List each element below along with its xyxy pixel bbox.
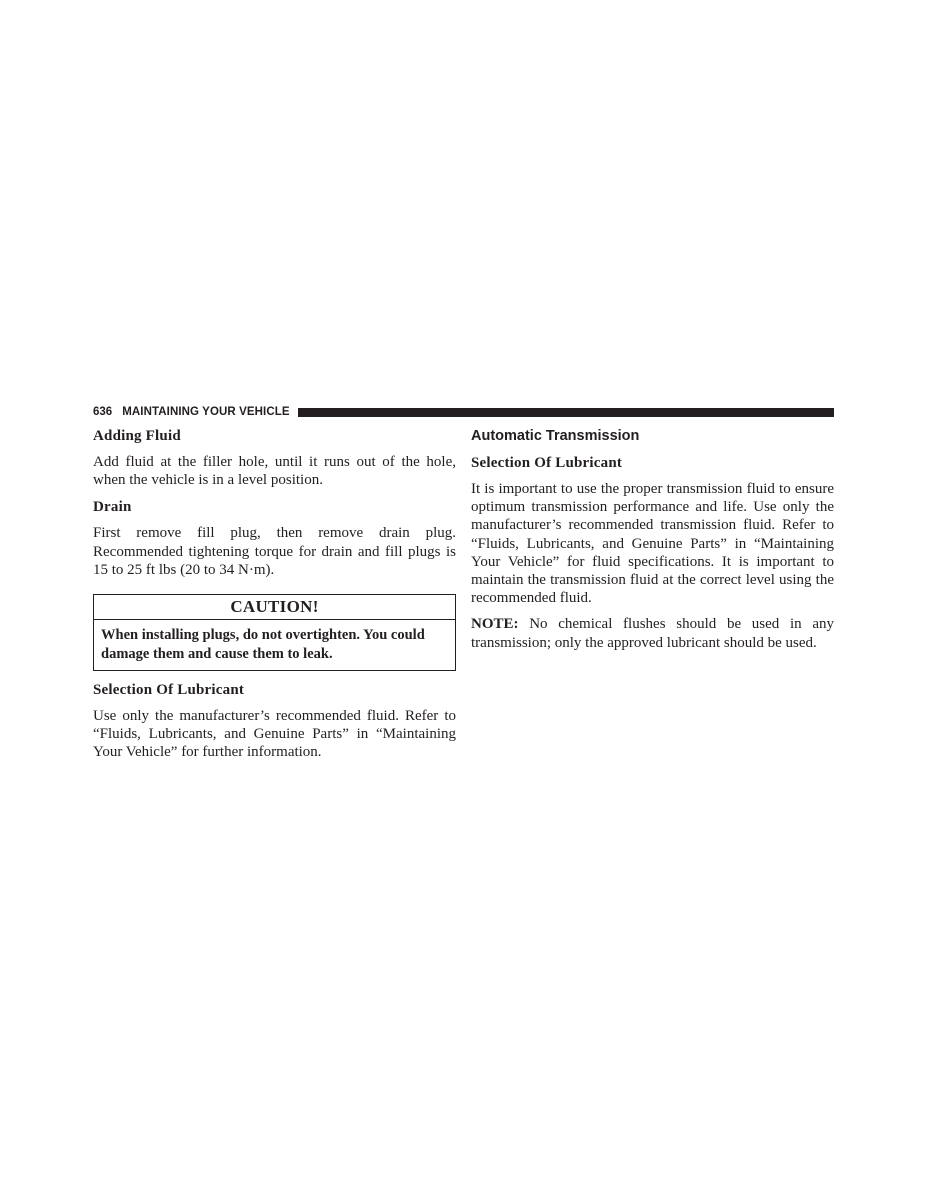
page-number: 636: [93, 406, 113, 418]
note-text: No chemical flushes should be used in any transmission; only the approved lubricant should be used.: [471, 616, 834, 651]
lubricant-text-left: Use only the manufacturer’s recommended fluid. Refer to “Fluids, Lubricants, and Genuine Parts” in “Maintaining Your Vehicle” for further information.: [93, 708, 456, 761]
caution-box: [93, 594, 456, 671]
caution-title: CAUTION!: [94, 595, 455, 620]
drain-text: First remove fill plug, then remove drain plug. Recommended tightening torque for drain and fill plugs is 15 to 25 ft lbs (20 to 34 N·m).: [93, 525, 456, 578]
caution-text: When installing plugs, do not overtighten. You could damage them and cause them to leak.: [101, 627, 425, 662]
right-column: [471, 426, 834, 660]
adding-fluid-heading: Adding Fluid: [93, 428, 181, 444]
lubricant-heading-right: Selection Of Lubricant: [471, 455, 623, 471]
section-title: MAINTAINING YOUR VEHICLE: [122, 406, 290, 418]
note-label: NOTE:: [471, 616, 519, 633]
note-paragraph: [471, 615, 834, 651]
drain-heading: Drain: [93, 499, 132, 516]
left-column: [93, 426, 456, 770]
adding-fluid-text: Add fluid at the filler hole, until it runs out of the hole, when the vehicle is in a level position.: [93, 454, 456, 489]
header-rule: [298, 408, 834, 417]
lubricant-text-right: It is important to use the proper transmission fluid to ensure optimum transmission performance and life. Use only the manufacturer’s recommended transmission fluid. Refer to “Fluids, Lubricants, and Genuine Parts” in “Maintaining Your Vehicle” for fluid specifications. It is important to maintain the transmission fluid at the correct level using the recommended fluid.: [471, 481, 834, 607]
page-header: [93, 405, 834, 419]
lubricant-heading-left: Selection Of Lubricant: [93, 682, 245, 699]
automatic-transmission-heading: Automatic Transmission: [471, 428, 640, 444]
